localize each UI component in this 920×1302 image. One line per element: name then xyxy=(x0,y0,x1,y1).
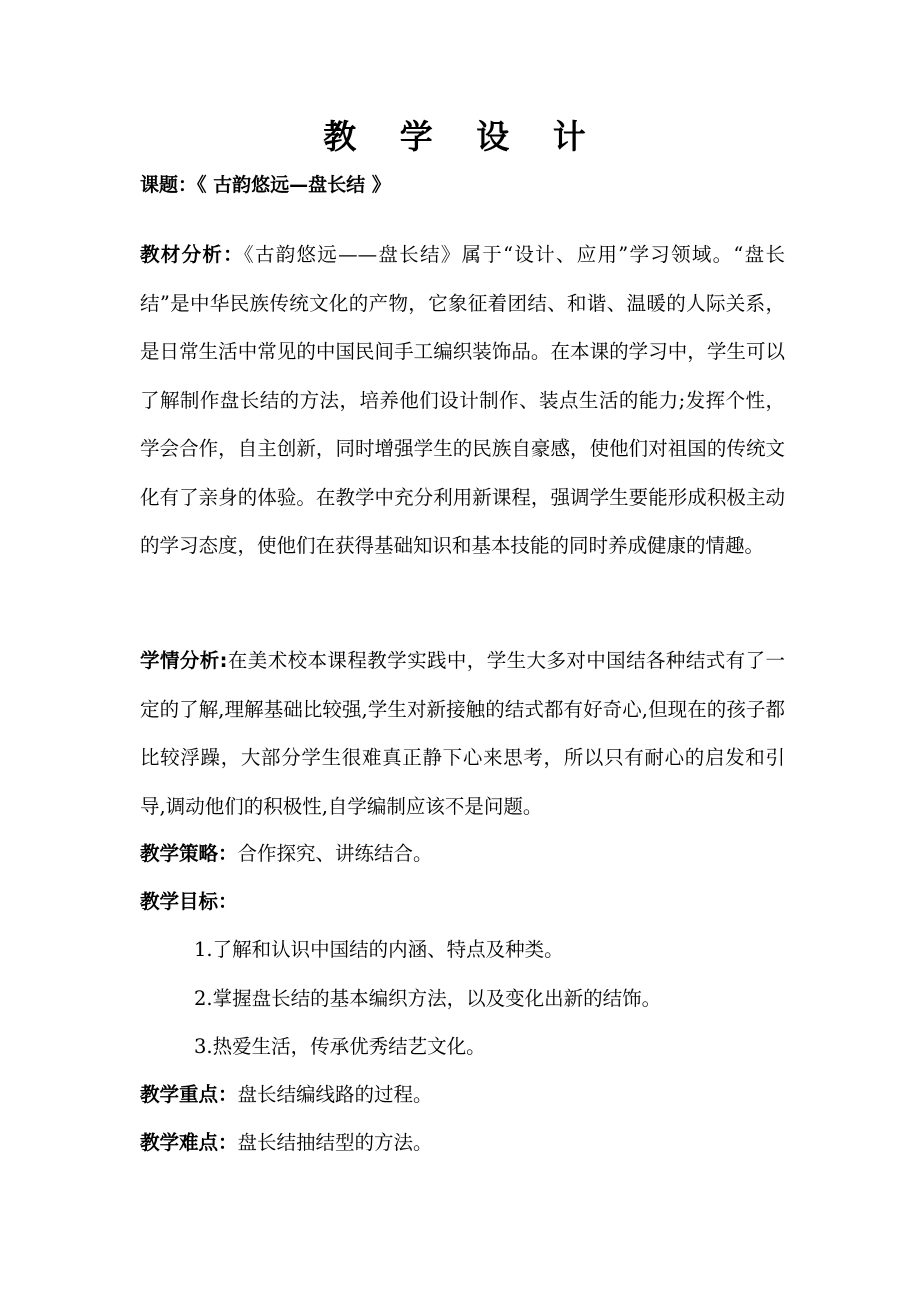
teaching-difficulty xyxy=(140,1126,433,1160)
objective-item: 2.掌握盘长结的基本编织方法，以及变化出新的结饰。 xyxy=(194,987,662,1010)
subject-line xyxy=(140,168,391,202)
teaching-difficulty-text: 盘长结抽结型的方法。 xyxy=(237,1131,433,1154)
teaching-objectives-label: 教学目标： xyxy=(140,890,238,913)
student-analysis-label: 学情分析: xyxy=(140,649,228,672)
objective-item: 3.热爱生活，传承优秀结艺文化。 xyxy=(194,1035,486,1058)
objective-item: 1.了解和认识中国结的内涵、特点及种类。 xyxy=(194,938,564,961)
student-analysis-text: 在美术校本课程教学实践中，学生大多对中国结各种结式有了一定的了解,理解基础比较强,学生对新接触的结式都有好奇心,但现在的孩子都比较浮躁，大部分学生很难真正静下心来思考，所以只有耐心的启发和引导,调动他们的积极性,自学编制应该不是问题。 xyxy=(140,649,785,818)
student-analysis xyxy=(140,637,785,831)
document-title: 教 学 设 计 xyxy=(323,117,602,156)
teaching-strategy-label: 教学策略： xyxy=(140,842,238,865)
material-analysis-text: 《古韵悠远——盘长结》属于“设计、应用”学习领域。“盘长结”是中华民族传统文化的产物，它象征着团结、和谐、温暖的人际关系，是日常生活中常见的中国民间手工编织装饰品。在本课的学习中，学生可以了解制作盘长结的方法，培养他们设计制作、装点生活的能力;发挥个性，学会合作，自主创新，同时增强学生的民族自豪感，使他们对祖国的传统文化有了亲身的体验。在教学中充分利用新课程，强调学生要能形成积极主动的学习态度，使他们在获得基础知识和基本技能的同时养成健康的情趣。 xyxy=(140,243,785,557)
material-analysis xyxy=(140,231,785,571)
teaching-key-point-text: 盘长结编线路的过程。 xyxy=(237,1083,433,1106)
teaching-key-point-label: 教学重点： xyxy=(140,1083,238,1106)
material-analysis-label: 教材分析： xyxy=(140,243,244,266)
teaching-objectives-heading xyxy=(140,885,238,919)
subject-value: 《 古韵悠远—盘长结 》 xyxy=(197,174,391,196)
teaching-strategy xyxy=(140,837,433,871)
teaching-difficulty-label: 教学难点： xyxy=(140,1131,238,1154)
teaching-key-point xyxy=(140,1078,433,1112)
teaching-strategy-text: 合作探究、讲练结合。 xyxy=(237,842,433,865)
subject-label: 课题： xyxy=(140,174,198,196)
